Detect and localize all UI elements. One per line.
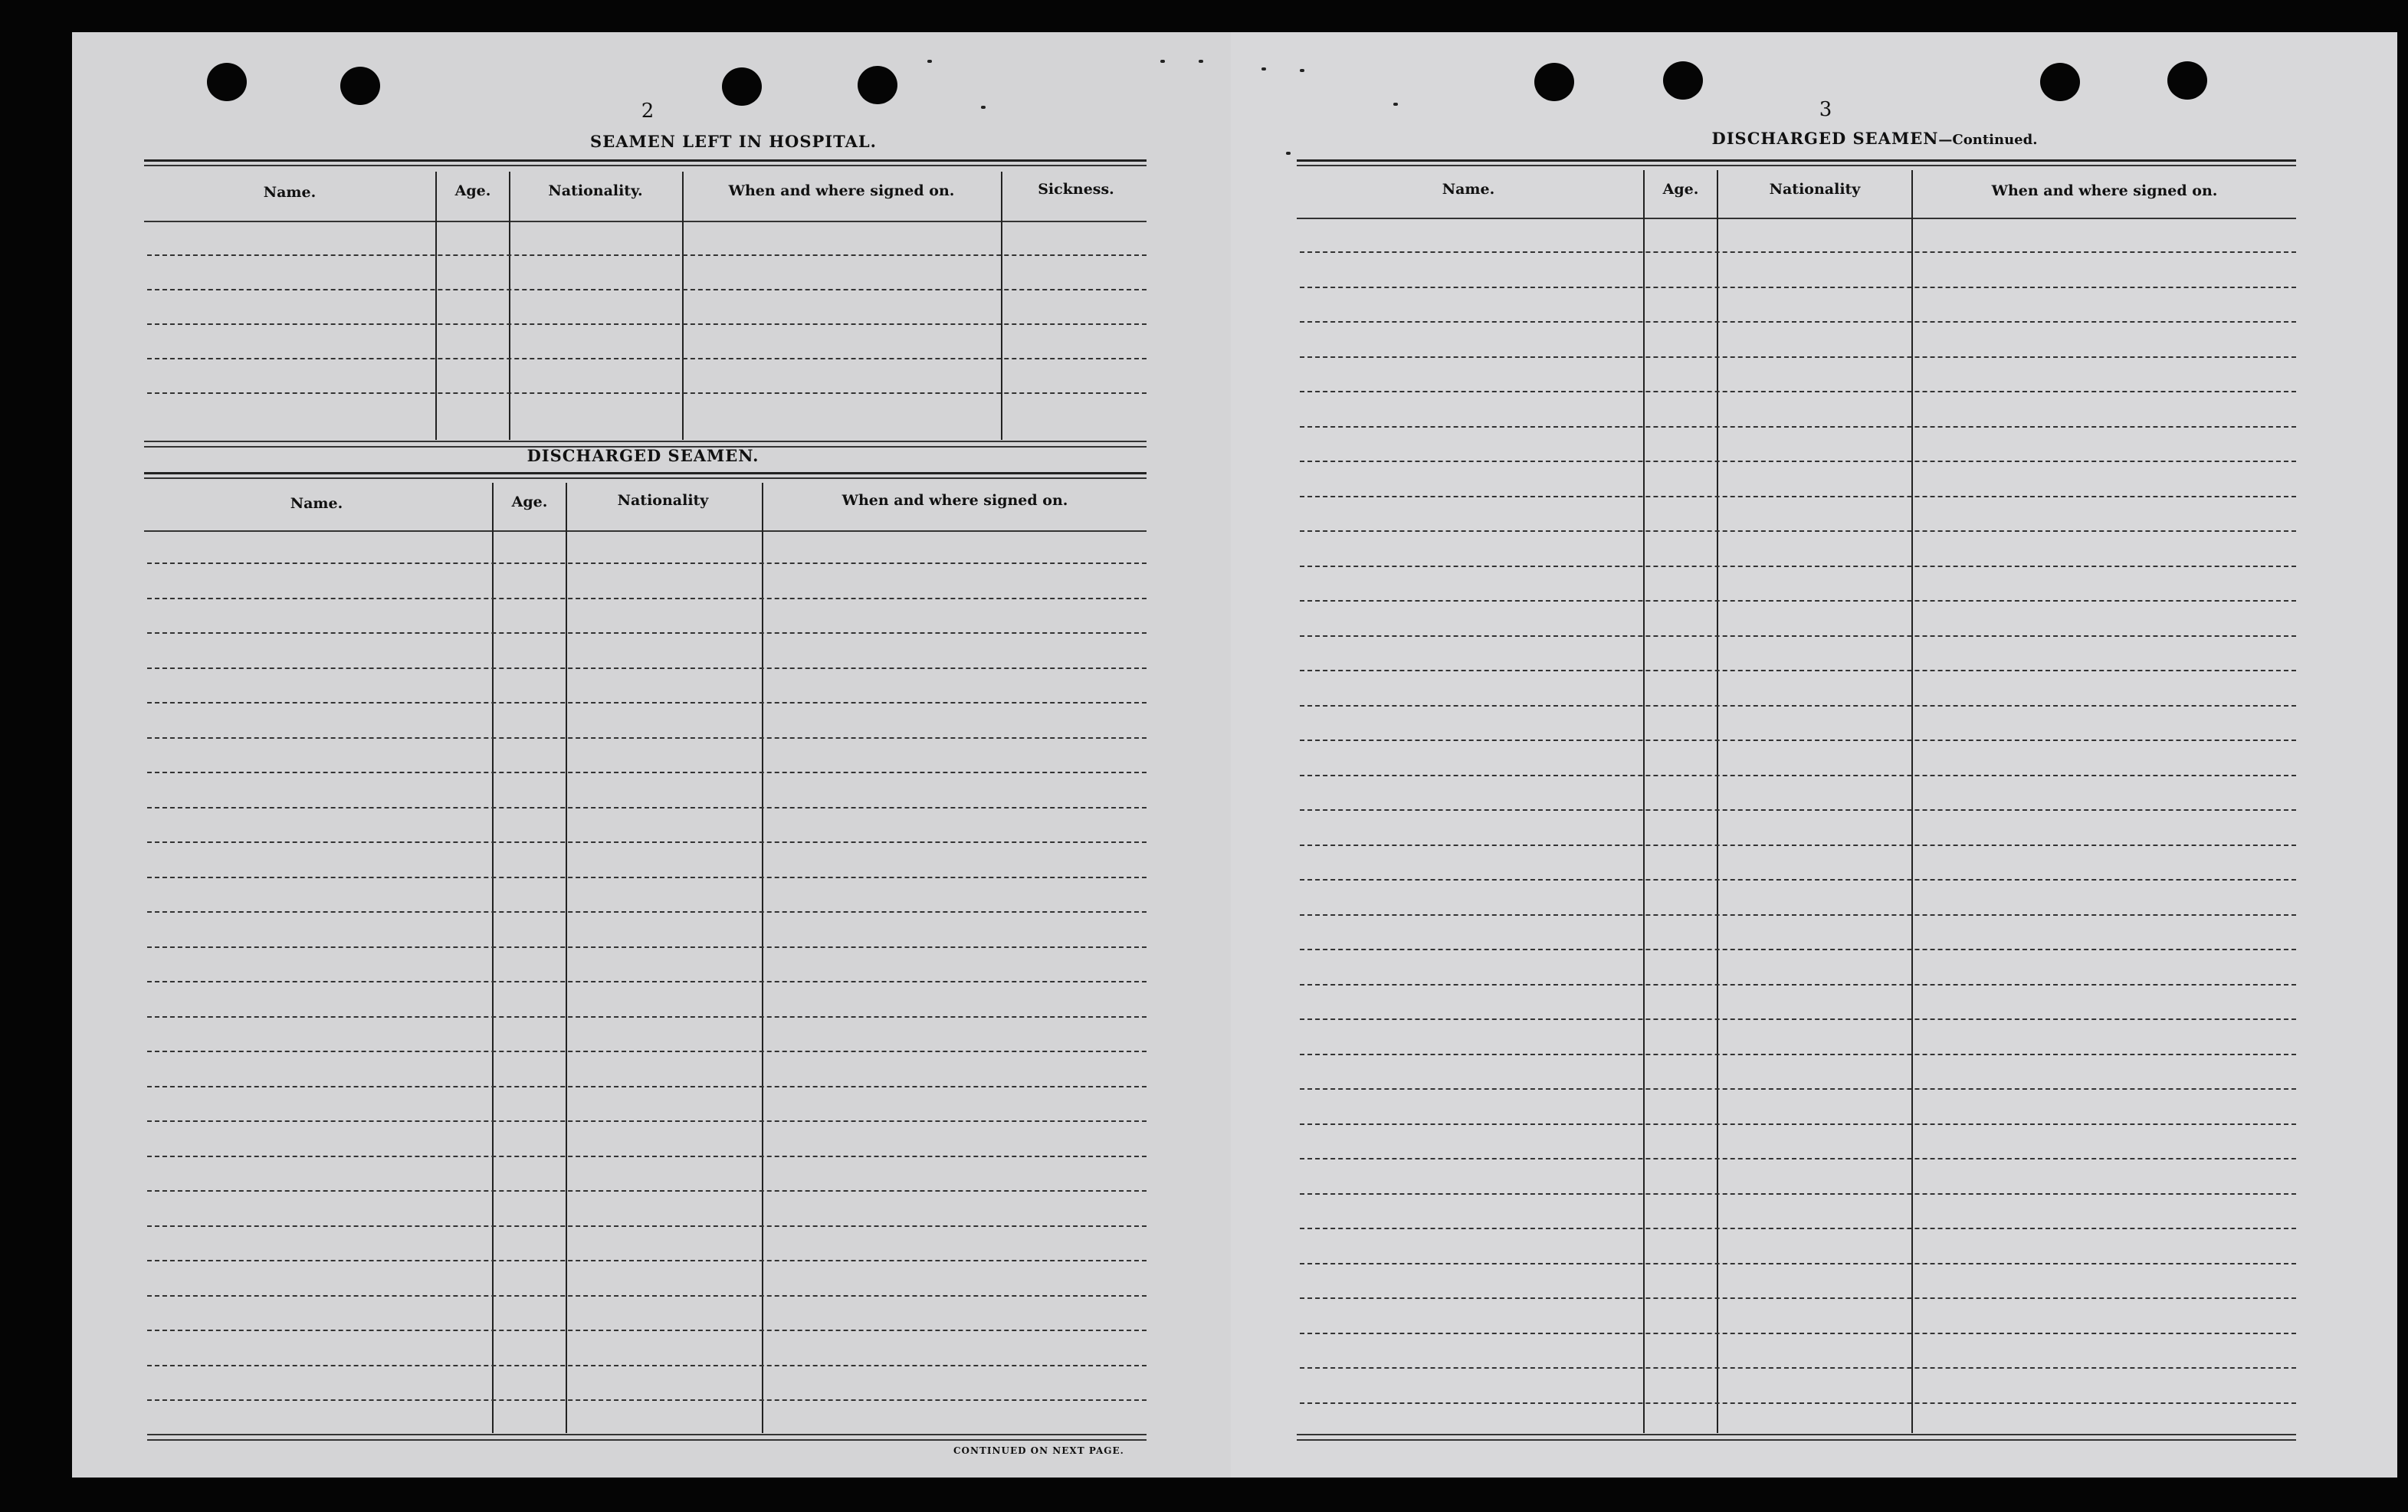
- entry-line: [1300, 879, 2296, 881]
- right-top-rule: [1297, 159, 2296, 162]
- discharged-col-when-where: When and where signed on.: [841, 492, 1068, 509]
- left-page: [72, 32, 1231, 1478]
- punch-hole-icon: [858, 66, 897, 104]
- entry-line: [147, 981, 1147, 982]
- discharged-divider: [566, 483, 567, 1433]
- discharged-bottom-rule: [147, 1434, 1147, 1435]
- right-col-nationality: Nationality: [1769, 181, 1861, 198]
- entry-line: [1300, 251, 2296, 253]
- hospital-col-when-where: When and where signed on.: [728, 182, 955, 199]
- speck-mark-icon: [981, 106, 986, 109]
- discharged-bottom-rule-2: [147, 1439, 1147, 1441]
- hospital-divider: [509, 172, 510, 440]
- hospital-header-rule: [144, 221, 1147, 222]
- entry-line: [147, 598, 1147, 599]
- document-sheet: [72, 32, 2397, 1478]
- entry-line: [1300, 670, 2296, 671]
- punch-hole-icon: [722, 67, 762, 106]
- entry-line: [1300, 1018, 2296, 1020]
- right-page: [1231, 32, 2397, 1478]
- entry-line: [147, 289, 1147, 290]
- discharged-divider: [492, 483, 494, 1433]
- page-number: 3: [1819, 98, 1832, 121]
- punch-hole-icon: [1534, 63, 1574, 101]
- right-header-rule: [1297, 218, 2296, 219]
- entry-line: [147, 841, 1147, 843]
- discharged-col-nationality: Nationality: [617, 492, 709, 509]
- page-number: 2: [641, 100, 654, 123]
- entry-line: [147, 737, 1147, 739]
- hospital-bottom-rule: [144, 441, 1147, 442]
- entry-line: [1300, 845, 2296, 846]
- hospital-col-sickness: Sickness.: [1038, 181, 1114, 198]
- entry-line: [1300, 740, 2296, 741]
- entry-line: [147, 772, 1147, 773]
- right-divider: [1911, 170, 1913, 1433]
- speck-mark-icon: [1286, 152, 1291, 155]
- entry-line: [1300, 287, 2296, 288]
- discharged-continued-title: [1614, 129, 2135, 148]
- punch-hole-icon: [340, 67, 380, 105]
- entry-line: [147, 1225, 1147, 1227]
- discharged-divider: [762, 483, 763, 1433]
- entry-line: [147, 254, 1147, 256]
- entry-line: [1300, 1333, 2296, 1334]
- entry-line: [147, 323, 1147, 325]
- hospital-divider: [1001, 172, 1002, 440]
- entry-line: [147, 1330, 1147, 1331]
- entry-line: [1300, 949, 2296, 950]
- entry-line: [1300, 1228, 2296, 1229]
- hospital-divider: [435, 172, 437, 440]
- entry-line: [147, 1295, 1147, 1297]
- entry-line: [1300, 1402, 2296, 1404]
- entry-line: [1300, 321, 2296, 323]
- entry-line: [1300, 426, 2296, 428]
- entry-line: [147, 1190, 1147, 1192]
- entry-line: [1300, 775, 2296, 776]
- section-title-main: DISCHARGED SEAMEN: [1711, 129, 1939, 148]
- entry-line: [1300, 635, 2296, 637]
- punch-hole-icon: [1663, 61, 1703, 100]
- hospital-col-name: Name.: [263, 184, 317, 201]
- entry-line: [147, 1365, 1147, 1366]
- entry-line: [147, 702, 1147, 704]
- entry-line: [1300, 809, 2296, 811]
- continued-note: CONTINUED ON NEXT PAGE.: [953, 1445, 1124, 1456]
- entry-line: [1300, 600, 2296, 602]
- entry-line: [147, 1260, 1147, 1261]
- entry-line: [1300, 1123, 2296, 1125]
- hospital-col-age: Age.: [454, 182, 491, 199]
- right-col-when-where: When and where signed on.: [1991, 182, 2218, 199]
- right-bottom-rule: [1297, 1434, 2296, 1435]
- entry-line: [1300, 1193, 2296, 1195]
- speck-mark-icon: [1160, 60, 1165, 63]
- hospital-divider: [682, 172, 684, 440]
- entry-line: [1300, 356, 2296, 358]
- entry-line: [1300, 705, 2296, 707]
- punch-hole-icon: [207, 63, 247, 101]
- punch-hole-icon: [2040, 63, 2080, 101]
- right-bottom-rule-2: [1297, 1439, 2296, 1441]
- hospital-top-rule: [144, 159, 1147, 162]
- entry-line: [1300, 566, 2296, 567]
- entry-line: [147, 392, 1147, 394]
- entry-line: [1300, 1054, 2296, 1055]
- right-divider: [1717, 170, 1718, 1433]
- entry-line: [147, 358, 1147, 359]
- speck-mark-icon: [1261, 67, 1266, 71]
- discharged-col-age: Age.: [511, 494, 548, 510]
- discharged-top-rule: [144, 472, 1147, 474]
- punch-hole-icon: [2167, 61, 2207, 100]
- speck-mark-icon: [1393, 103, 1398, 106]
- right-col-age: Age.: [1662, 181, 1699, 198]
- hospital-top-rule-2: [144, 165, 1147, 166]
- section-title-suffix: —Continued.: [1938, 132, 2038, 148]
- discharged-header-rule: [144, 530, 1147, 532]
- entry-line: [147, 911, 1147, 913]
- entry-line: [147, 632, 1147, 634]
- entry-line: [147, 1086, 1147, 1087]
- hospital-col-nationality: Nationality.: [548, 182, 643, 199]
- entry-line: [147, 1051, 1147, 1052]
- entry-line: [147, 1120, 1147, 1122]
- entry-line: [1300, 1297, 2296, 1299]
- entry-line: [1300, 391, 2296, 392]
- entry-line: [1300, 984, 2296, 986]
- speck-mark-icon: [1300, 69, 1304, 72]
- entry-line: [1300, 496, 2296, 497]
- discharged-section-title: DISCHARGED SEAMEN.: [527, 446, 759, 465]
- speck-mark-icon: [927, 60, 932, 63]
- entry-line: [147, 1016, 1147, 1018]
- entry-line: [147, 1156, 1147, 1157]
- entry-line: [1300, 530, 2296, 532]
- entry-line: [147, 562, 1147, 564]
- entry-line: [1300, 1367, 2296, 1369]
- discharged-col-name: Name.: [290, 495, 343, 512]
- discharged-top-rule-2: [144, 477, 1147, 479]
- right-top-rule-2: [1297, 165, 2296, 166]
- entry-line: [1300, 1158, 2296, 1159]
- entry-line: [147, 877, 1147, 878]
- entry-line: [147, 667, 1147, 669]
- entry-line: [1300, 1088, 2296, 1090]
- entry-line: [1300, 461, 2296, 462]
- speck-mark-icon: [1199, 60, 1203, 63]
- entry-line: [147, 1399, 1147, 1401]
- entry-line: [147, 807, 1147, 808]
- entry-line: [147, 946, 1147, 948]
- right-divider: [1643, 170, 1645, 1433]
- entry-line: [1300, 914, 2296, 916]
- hospital-section-title: SEAMEN LEFT IN HOSPITAL.: [590, 132, 877, 151]
- right-col-name: Name.: [1442, 181, 1495, 198]
- entry-line: [1300, 1263, 2296, 1264]
